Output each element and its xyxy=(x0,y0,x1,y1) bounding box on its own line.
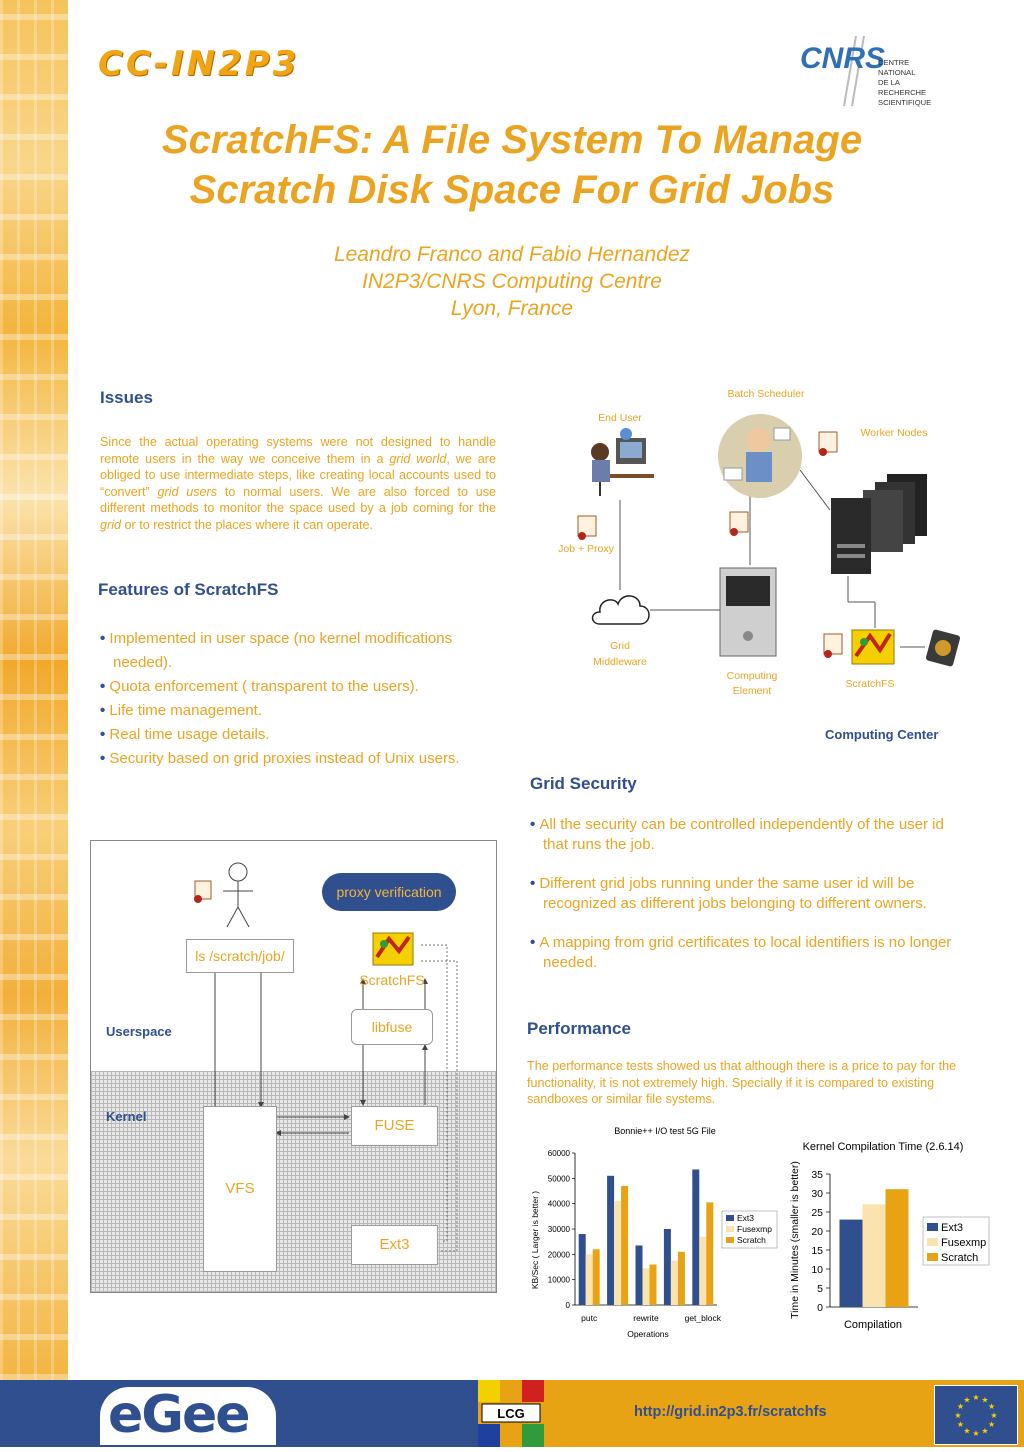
y-tick-label: 5 xyxy=(817,1283,823,1295)
bar xyxy=(840,1220,863,1307)
list-item: • Implemented in user space (no kernel modifications needed). xyxy=(100,627,500,675)
batch-scheduler-label: Batch Scheduler xyxy=(727,388,805,400)
x-tick-label: get_block xyxy=(684,1313,721,1323)
eu-star-icon: ★ xyxy=(988,1402,996,1411)
issues-heading: Issues xyxy=(100,388,153,407)
eu-flag-icon xyxy=(934,1385,1018,1445)
chart-title: Kernel Compilation Time (2.6.14) xyxy=(802,1141,964,1153)
computing-element-icon xyxy=(718,566,778,658)
list-item: • A mapping from grid certificates to local identifiers is no longer needed. xyxy=(530,933,970,973)
lcg-logo xyxy=(478,1380,544,1447)
bar xyxy=(650,1264,657,1305)
bar xyxy=(579,1234,586,1305)
y-tick-label: 50000 xyxy=(547,1174,570,1184)
chart-y-label: KB/Sec ( Larger is better ) xyxy=(530,1190,540,1290)
userspace-label: Userspace xyxy=(106,1024,172,1039)
computing-center-label: Computing Center xyxy=(825,727,939,742)
location: Lyon, France xyxy=(450,297,574,320)
user-stick-figure-icon xyxy=(223,863,253,927)
legend-swatch xyxy=(726,1237,734,1243)
chart-x-label: Operations xyxy=(627,1329,669,1339)
kernel-label: Kernel xyxy=(106,1109,147,1124)
computing-element-label-2: Element xyxy=(732,685,772,697)
cloud-icon xyxy=(590,590,652,632)
layer-diagram xyxy=(90,840,497,1293)
certificate-icon xyxy=(574,514,600,542)
list-item: • Different grid jobs running under the same user id will be recognized as different jobs belonging to different owners. xyxy=(530,874,970,914)
chart-legend xyxy=(923,1217,989,1265)
grid-middleware-label-1: Grid xyxy=(610,640,630,652)
scratchfs-icon xyxy=(850,626,896,668)
x-tick-label: putc xyxy=(581,1313,598,1323)
chart-title: Bonnie++ I/O test 5G File xyxy=(614,1126,716,1136)
y-tick-label: 15 xyxy=(811,1245,823,1257)
worker-nodes-label: Worker Nodes xyxy=(860,427,928,439)
list-item: • Real time usage details. xyxy=(100,723,500,747)
performance-text: The performance tests showed us that although there is a price to pay for the functionality, it is not extremely high. Specially if it is compared to existing sandboxes or similar file systems. xyxy=(527,1059,957,1106)
cnrs-line-1: CENTRE NATIONAL xyxy=(878,58,916,77)
cnrs-text: CNRS xyxy=(800,42,886,75)
bar xyxy=(607,1176,614,1305)
compilation-chart xyxy=(786,1137,996,1337)
ls-scratch-box: ls /scratch/job/ xyxy=(186,939,294,973)
bar xyxy=(678,1252,685,1305)
legend-label: Fusexmp xyxy=(737,1224,772,1234)
y-tick-label: 30000 xyxy=(547,1225,570,1234)
end-user-label: End User xyxy=(598,412,642,424)
end-user-icon xyxy=(580,428,660,500)
egee-logo: eGee xyxy=(108,1385,249,1445)
eu-star-icon: ★ xyxy=(956,1402,964,1411)
bar xyxy=(706,1202,713,1305)
performance-heading: Performance xyxy=(527,1019,631,1038)
cnrs-line-2: DE LA RECHERCHE xyxy=(878,78,927,97)
y-tick-label: 60000 xyxy=(547,1149,570,1158)
libfuse-box: libfuse xyxy=(351,1009,433,1045)
y-tick-label: 20 xyxy=(811,1226,823,1238)
y-tick-label: 35 xyxy=(811,1169,823,1181)
cnrs-logo xyxy=(798,34,948,110)
eu-star-icon: ★ xyxy=(990,1411,998,1420)
certificate-icon xyxy=(820,632,846,660)
scratchfs-label: ScratchFS xyxy=(845,678,895,690)
eu-star-icon: ★ xyxy=(981,1426,989,1436)
grid-middleware-label-2: Middleware xyxy=(593,656,647,668)
eu-star-icon: ★ xyxy=(963,1395,971,1405)
y-tick-label: 0 xyxy=(817,1302,823,1314)
y-tick-label: 40000 xyxy=(547,1199,570,1209)
chart-legend xyxy=(722,1211,777,1248)
proxy-verification-badge: proxy verification xyxy=(322,873,456,911)
authors: Leandro Franco and Fabio Hernandez xyxy=(333,243,691,266)
certificate-icon xyxy=(815,430,841,458)
bar xyxy=(636,1245,643,1305)
issues-text: Since the actual operating systems were not designed to handle remote users in the way we conceive them in a grid world, we are obliged to use intermediate steps, like creating local accounts used to “convert” grid users to normal users. We are also forced to use different methods to monitor the space used by a job coming for the grid or to restrict the places where it can operate. xyxy=(100,435,497,532)
legend-label: Ext3 xyxy=(737,1213,755,1223)
scratchfs-icon xyxy=(371,929,415,969)
job-proxy-label: Job + Proxy xyxy=(558,543,614,555)
bar xyxy=(699,1237,706,1305)
decorative-sidebar xyxy=(0,0,68,1380)
affiliation: IN2P3/CNRS Computing Centre xyxy=(362,270,662,293)
bar xyxy=(614,1201,621,1305)
list-item: • Life time management. xyxy=(100,699,500,723)
bar xyxy=(643,1268,650,1305)
eu-star-icon: ★ xyxy=(988,1420,996,1429)
bonnie-chart xyxy=(527,1122,789,1344)
bar xyxy=(586,1254,593,1305)
eu-star-icon: ★ xyxy=(972,1429,980,1438)
batch-scheduler-icon xyxy=(716,410,806,502)
legend-swatch xyxy=(927,1253,938,1261)
bar xyxy=(671,1261,678,1305)
eu-star-icon: ★ xyxy=(981,1395,989,1405)
fuse-box: FUSE xyxy=(351,1106,438,1146)
y-tick-label: 30 xyxy=(811,1188,823,1200)
bar xyxy=(692,1169,699,1305)
title-line-2: Scratch Disk Space For Grid Jobs xyxy=(189,168,835,212)
eu-star-icon: ★ xyxy=(972,1393,980,1402)
list-item: • All the security can be controlled independently of the user id that runs the job. xyxy=(530,815,970,855)
cc-in2p3-logo: CC-IN2P3 xyxy=(98,44,300,84)
bar xyxy=(863,1204,886,1307)
legend-swatch xyxy=(726,1215,734,1221)
architecture-diagram xyxy=(540,380,960,750)
chart-y-label: Time in Minutes (smaller is better) xyxy=(789,1161,801,1319)
legend-swatch xyxy=(927,1238,938,1246)
hard-disk-icon xyxy=(925,628,961,668)
legend-swatch xyxy=(927,1223,938,1231)
grid-security-heading: Grid Security xyxy=(530,774,637,793)
bar xyxy=(593,1249,600,1305)
bar xyxy=(621,1186,628,1305)
features-heading: Features of ScratchFS xyxy=(98,580,279,599)
legend-label: Fusexmp xyxy=(941,1237,987,1249)
eu-star-icon: ★ xyxy=(956,1420,964,1429)
list-item: • Security based on grid proxies instead of Unix users. xyxy=(100,747,500,771)
legend-label: Ext3 xyxy=(941,1222,964,1234)
legend-label: Scratch xyxy=(941,1252,979,1264)
legend-label: Scratch xyxy=(737,1235,766,1245)
legend-swatch xyxy=(726,1226,734,1232)
list-item: • Quota enforcement ( transparent to the users). xyxy=(100,675,500,699)
project-url-link[interactable]: http://grid.in2p3.fr/scratchfs xyxy=(634,1404,827,1420)
eu-star-icon: ★ xyxy=(963,1426,971,1436)
vfs-box: VFS xyxy=(203,1106,277,1272)
y-tick-label: 20000 xyxy=(547,1250,570,1260)
title-line-1: ScratchFS: A File System To Manage xyxy=(161,118,863,162)
eu-star-icon: ★ xyxy=(954,1411,962,1420)
lcg-text: LCG xyxy=(497,1406,525,1421)
certificate-icon xyxy=(726,510,752,538)
x-tick-label: rewrite xyxy=(633,1313,659,1323)
worker-nodes-icon xyxy=(827,468,937,578)
certificate-icon xyxy=(191,879,215,905)
features-list xyxy=(100,627,500,771)
computing-element-label-1: Computing xyxy=(726,670,778,682)
chart-x-label: Compilation xyxy=(843,1319,903,1331)
bar xyxy=(664,1229,671,1305)
scratchfs-layer-label: ScratchFS xyxy=(359,972,425,988)
y-tick-label: 25 xyxy=(811,1207,823,1219)
grid-security-list xyxy=(530,815,970,992)
bar xyxy=(886,1189,909,1307)
ext3-box: Ext3 xyxy=(351,1225,438,1265)
y-tick-label: 0 xyxy=(565,1301,570,1310)
y-tick-label: 10000 xyxy=(547,1275,570,1285)
cnrs-line-3: SCIENTIFIQUE xyxy=(878,98,932,107)
y-tick-label: 10 xyxy=(811,1264,823,1276)
